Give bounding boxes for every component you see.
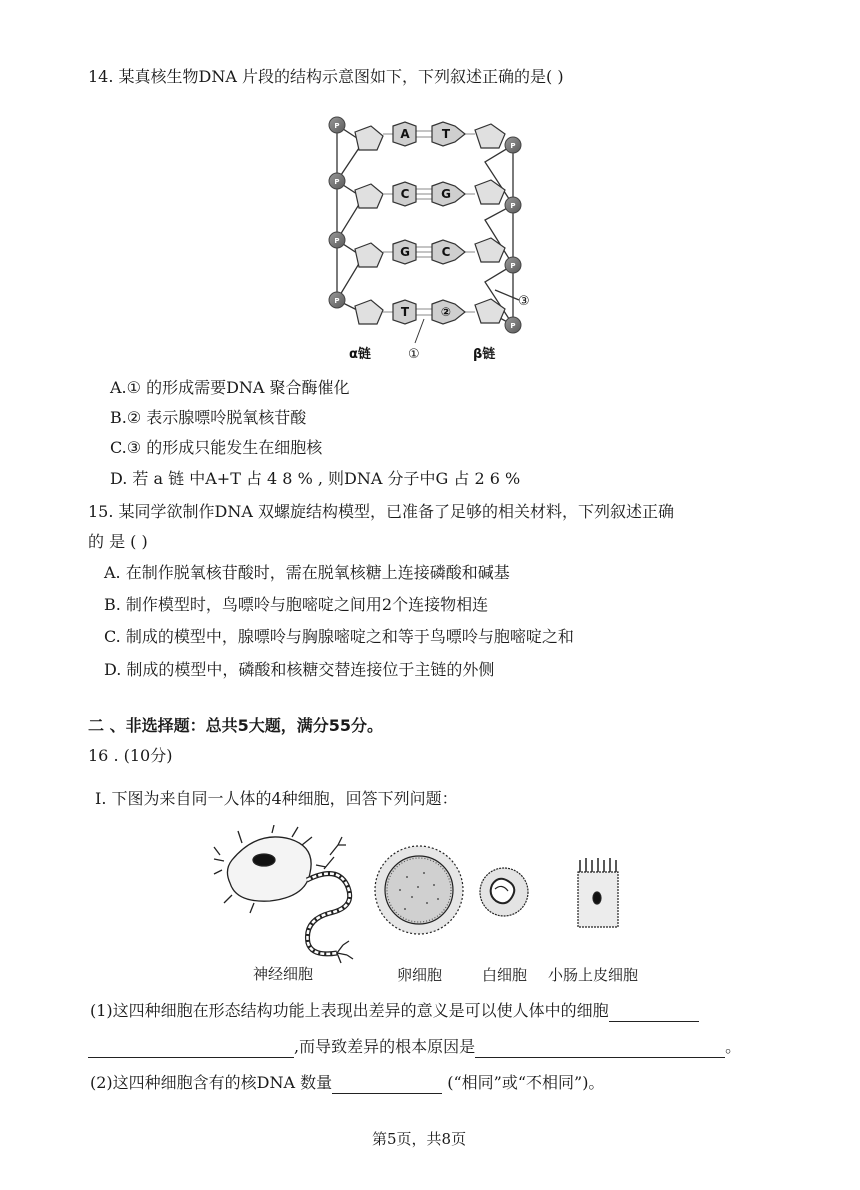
q16-number: 16 . (10分): [88, 746, 173, 765]
sugar-beta-2: [475, 180, 505, 204]
q15-stem-line1: 15. 某同学欲制作DNA 双螺旋结构模型，已准备了足够的相关材料，下列叙述正确: [88, 502, 675, 521]
q15-stem-line2: 的 是 ( ): [88, 532, 148, 551]
dna-structure-diagram: [315, 100, 535, 370]
q14-option-a: A.① 的形成需要DNA 聚合酶催化: [110, 378, 350, 397]
base-pair-links: [383, 131, 475, 315]
neuron-illustration: [214, 825, 353, 963]
q16-sub1-line1: [90, 1000, 699, 1022]
cell-label-intestinal: 小肠上皮细胞: [548, 966, 639, 984]
base-beta-1: T: [441, 127, 451, 141]
base-beta-3: C: [441, 245, 451, 259]
q16-sub2-line: [90, 1072, 604, 1094]
q15-option-a: A. 在制作脱氧核苷酸时，需在脱氧核糖上连接磷酸和碱基: [104, 563, 510, 582]
q15-option-b: B. 制作模型时，鸟嘌呤与胞嘧啶之间用2个连接物相连: [104, 595, 489, 614]
answer-blank-2[interactable]: [88, 1039, 294, 1058]
phosphate-label: P: [510, 262, 516, 270]
phosphate-label: P: [334, 237, 340, 245]
sugar-alpha-4: [355, 300, 383, 324]
sugar-beta-1: [475, 124, 505, 148]
phosphate-label: P: [510, 322, 516, 330]
q15-option-c: C. 制成的模型中，腺嘌呤与胸腺嘧啶之和等于鸟嘌呤与胞嘧啶之和: [104, 627, 574, 646]
q14-stem: 14. 某真核生物DNA 片段的结构示意图如下，下列叙述正确的是( ): [88, 67, 564, 86]
cell-label-egg: 卵细胞: [397, 966, 443, 984]
section-heading: 二 、非选择题：总共5大题，满分55分。: [88, 716, 383, 735]
base-alpha-1: A: [400, 127, 410, 141]
base-beta-2: G: [441, 187, 451, 201]
mark-1-label: ①: [408, 347, 420, 362]
q16-sub1-end: 。: [725, 1037, 742, 1056]
base-alpha-3: G: [400, 245, 410, 259]
sugar-alpha-1: [355, 126, 383, 150]
q16-sub2-text-b: (“相同”或“不相同”)。: [442, 1073, 605, 1092]
cell-label-white-blood: 白细胞: [482, 966, 528, 984]
sugar-beta-3: [475, 238, 505, 262]
alpha-chain-label: α链: [349, 347, 371, 362]
q16-sub2-text-a: (2)这四种细胞含有的核DNA 数量: [90, 1073, 333, 1092]
mark-3-label: ③: [518, 294, 530, 309]
white-blood-cell-illustration: [480, 868, 528, 916]
beta-chain-label: β链: [473, 347, 496, 362]
q15-option-d: D. 制成的模型中，磷酸和核糖交替连接位于主链的外侧: [104, 660, 495, 679]
phosphate-label: P: [334, 178, 340, 186]
phosphate-label: P: [334, 122, 340, 130]
sugar-alpha-2: [355, 184, 383, 208]
phosphate-label: P: [510, 202, 516, 210]
q16-sub1-line2: [88, 1036, 741, 1058]
base-beta-4: ②: [440, 305, 452, 319]
answer-blank-4[interactable]: [332, 1075, 442, 1094]
q14-option-b: B.② 表示腺嘌呤脱氧核苷酸: [110, 408, 307, 427]
q14-option-d: D. 若 a 链 中A+T 占 4 8 % , 则DNA 分子中G 占 2 6 %: [110, 469, 521, 488]
base-alpha-2: C: [400, 187, 410, 201]
q16-sub1-text-a: (1)这四种细胞在形态结构功能上表现出差异的意义是可以使人体中的细胞: [90, 1001, 609, 1020]
page-footer: 第5页，共8页: [372, 1130, 467, 1148]
cell-label-neuron: 神经细胞: [253, 965, 314, 983]
answer-blank-3[interactable]: [475, 1039, 725, 1058]
phosphate-label: P: [334, 297, 340, 305]
egg-cell-illustration: [375, 846, 463, 934]
base-alpha-4: T: [400, 305, 410, 319]
q16-sub1-text-b: ,而导致差异的根本原因是: [294, 1037, 476, 1056]
intestinal-epithelial-cell-illustration: [578, 858, 618, 927]
q14-option-c: C.③ 的形成只能发生在细胞核: [110, 438, 323, 457]
cells-figure: [212, 825, 662, 970]
phosphate-label: P: [510, 142, 516, 150]
sugar-alpha-3: [355, 243, 383, 267]
sugar-beta-4: [475, 299, 505, 323]
answer-blank-1[interactable]: [609, 1003, 699, 1022]
q16-part1: I. 下图为来自同一人体的4种细胞，回答下列问题：: [95, 789, 458, 808]
